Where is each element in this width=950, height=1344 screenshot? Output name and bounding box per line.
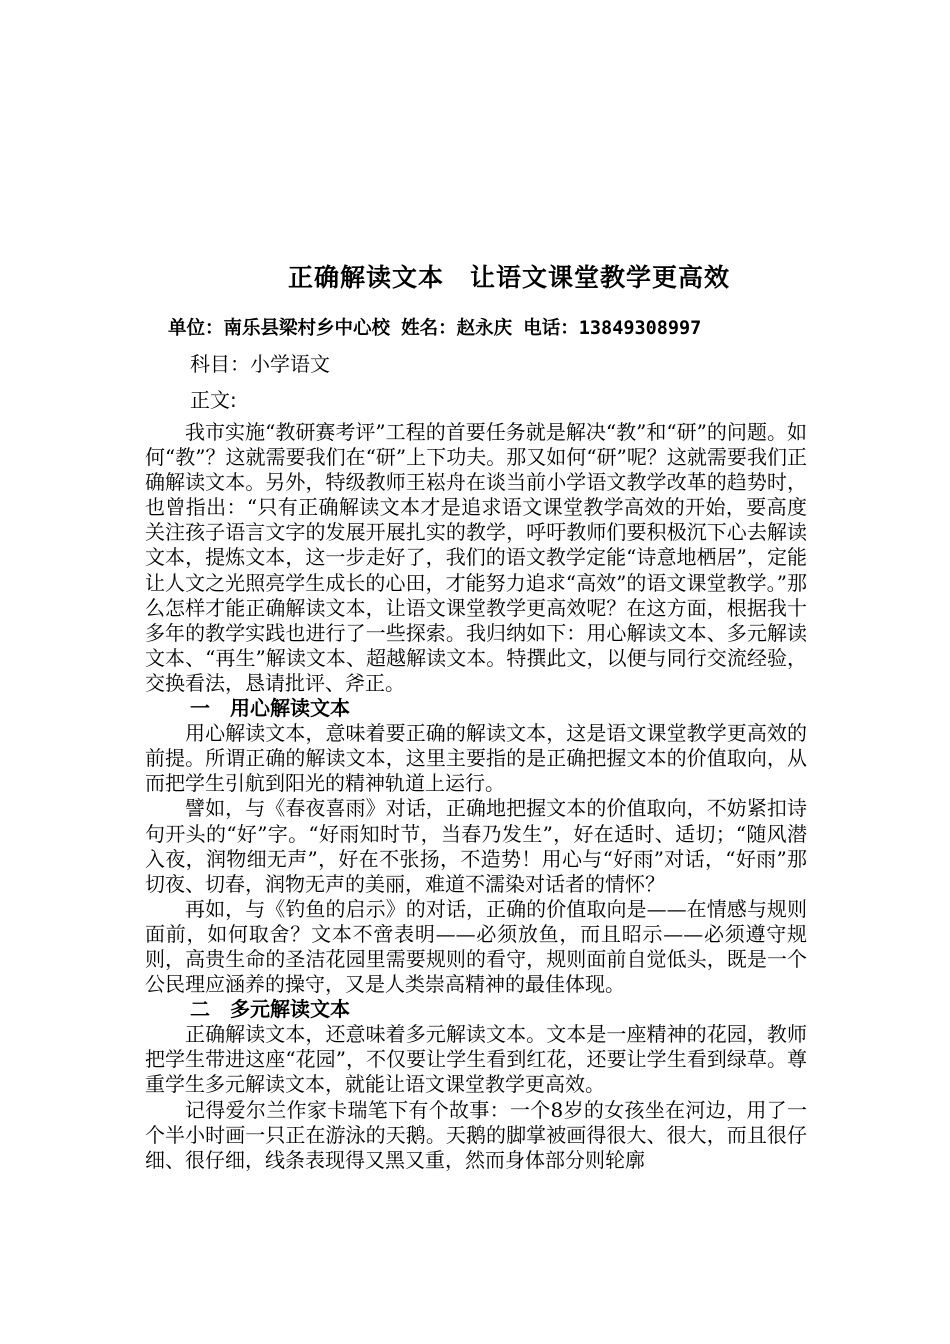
body-paragraph: 记得爱尔兰作家卡瑞笔下有个故事：一个8岁的女孩坐在河边，用了一个半小时画一只正在游泳的天鹅。天鹅的脚掌被画得很大、很大，而且很仔细、很仔细，线条表现得又黑又重，然而身体部分则轮廓	[145, 1097, 807, 1172]
intro-paragraph: 我市实施“教研赛考评”工程的首要任务就是解决“教”和“研”的问题。如何“教”？这就需要我们在“研”上下功夫。那又如何“研”呢？这就需要我们正确解读文本。另外，特级教师王崧舟在谈当前小学语文教学改革的趋势时，也曾指出：“只有正确解读文本才是追求语文课堂教学高效的开始，要高度关注孩子语言文字的发展开展扎实的教学，呼吁教师们要积极沉下心去解读文本，提炼文本，这一步走好了，我们的语文教学定能“诗意地栖居”，定能让人文之光照亮学生成长的心田，才能努力追求“高效”的语文课堂教学。”那么怎样才能正确解读文本，让语文课堂教学更高效呢？在这方面，根据我十多年的教学实践也进行了一些探索。我归纳如下：用心解读文本、多元解读文本、“再生”解读文本、超越解读文本。特撰此文，以便与同行交流经验，交换看法，恳请批评、斧正。	[145, 420, 807, 695]
section-heading: 一 用心解读文本	[190, 696, 350, 721]
body-paragraph: 正确解读文本，还意味着多元解读文本。文本是一座精神的花园，教师把学生带进这座“花园”，不仅要让学生看到红花，还要让学生看到绿草。尊重学生多元解读文本，就能让语文课堂教学更高效。	[145, 1022, 807, 1097]
section-heading: 二 多元解读文本	[190, 997, 350, 1022]
document-body	[145, 420, 807, 1173]
subject-line: 科目：小学语文	[190, 352, 330, 376]
author-byline: 单位：南乐县梁村乡中心校 姓名：赵永庆 电话：13849308997	[168, 318, 702, 339]
document-title: 正确解读文本 让语文课堂教学更高效	[287, 263, 730, 292]
body-paragraph: 用心解读文本，意味着要正确的解读文本，这是语文课堂教学更高效的前提。所谓正确的解读文本，这里主要指的是正确把握文本的价值取向，从而把学生引航到阳光的精神轨道上运行。	[145, 721, 807, 796]
body-paragraph: 再如，与《钓鱼的启示》的对话，正确的价值取向是——在情感与规则面前，如何取舍？文本不啻表明——必须放鱼，而且昭示——必须遵守规则，高贵生命的圣洁花园里需要规则的看守，规则面前自觉低头，既是一个公民理应涵养的操守，又是人类崇高精神的最佳体现。	[145, 896, 807, 997]
body-paragraph: 譬如，与《春夜喜雨》对话，正确地把握文本的价值取向，不妨紧扣诗句开头的“好”字。“好雨知时节，当春乃发生”，好在适时、适切；“随风潜入夜，润物细无声”，好在不张扬，不造势！用心与“好雨”对话，“好雨”那切夜、切春，润物无声的美丽，难道不濡染对话者的情怀？	[145, 796, 807, 896]
body-label: 正文:	[190, 388, 237, 412]
